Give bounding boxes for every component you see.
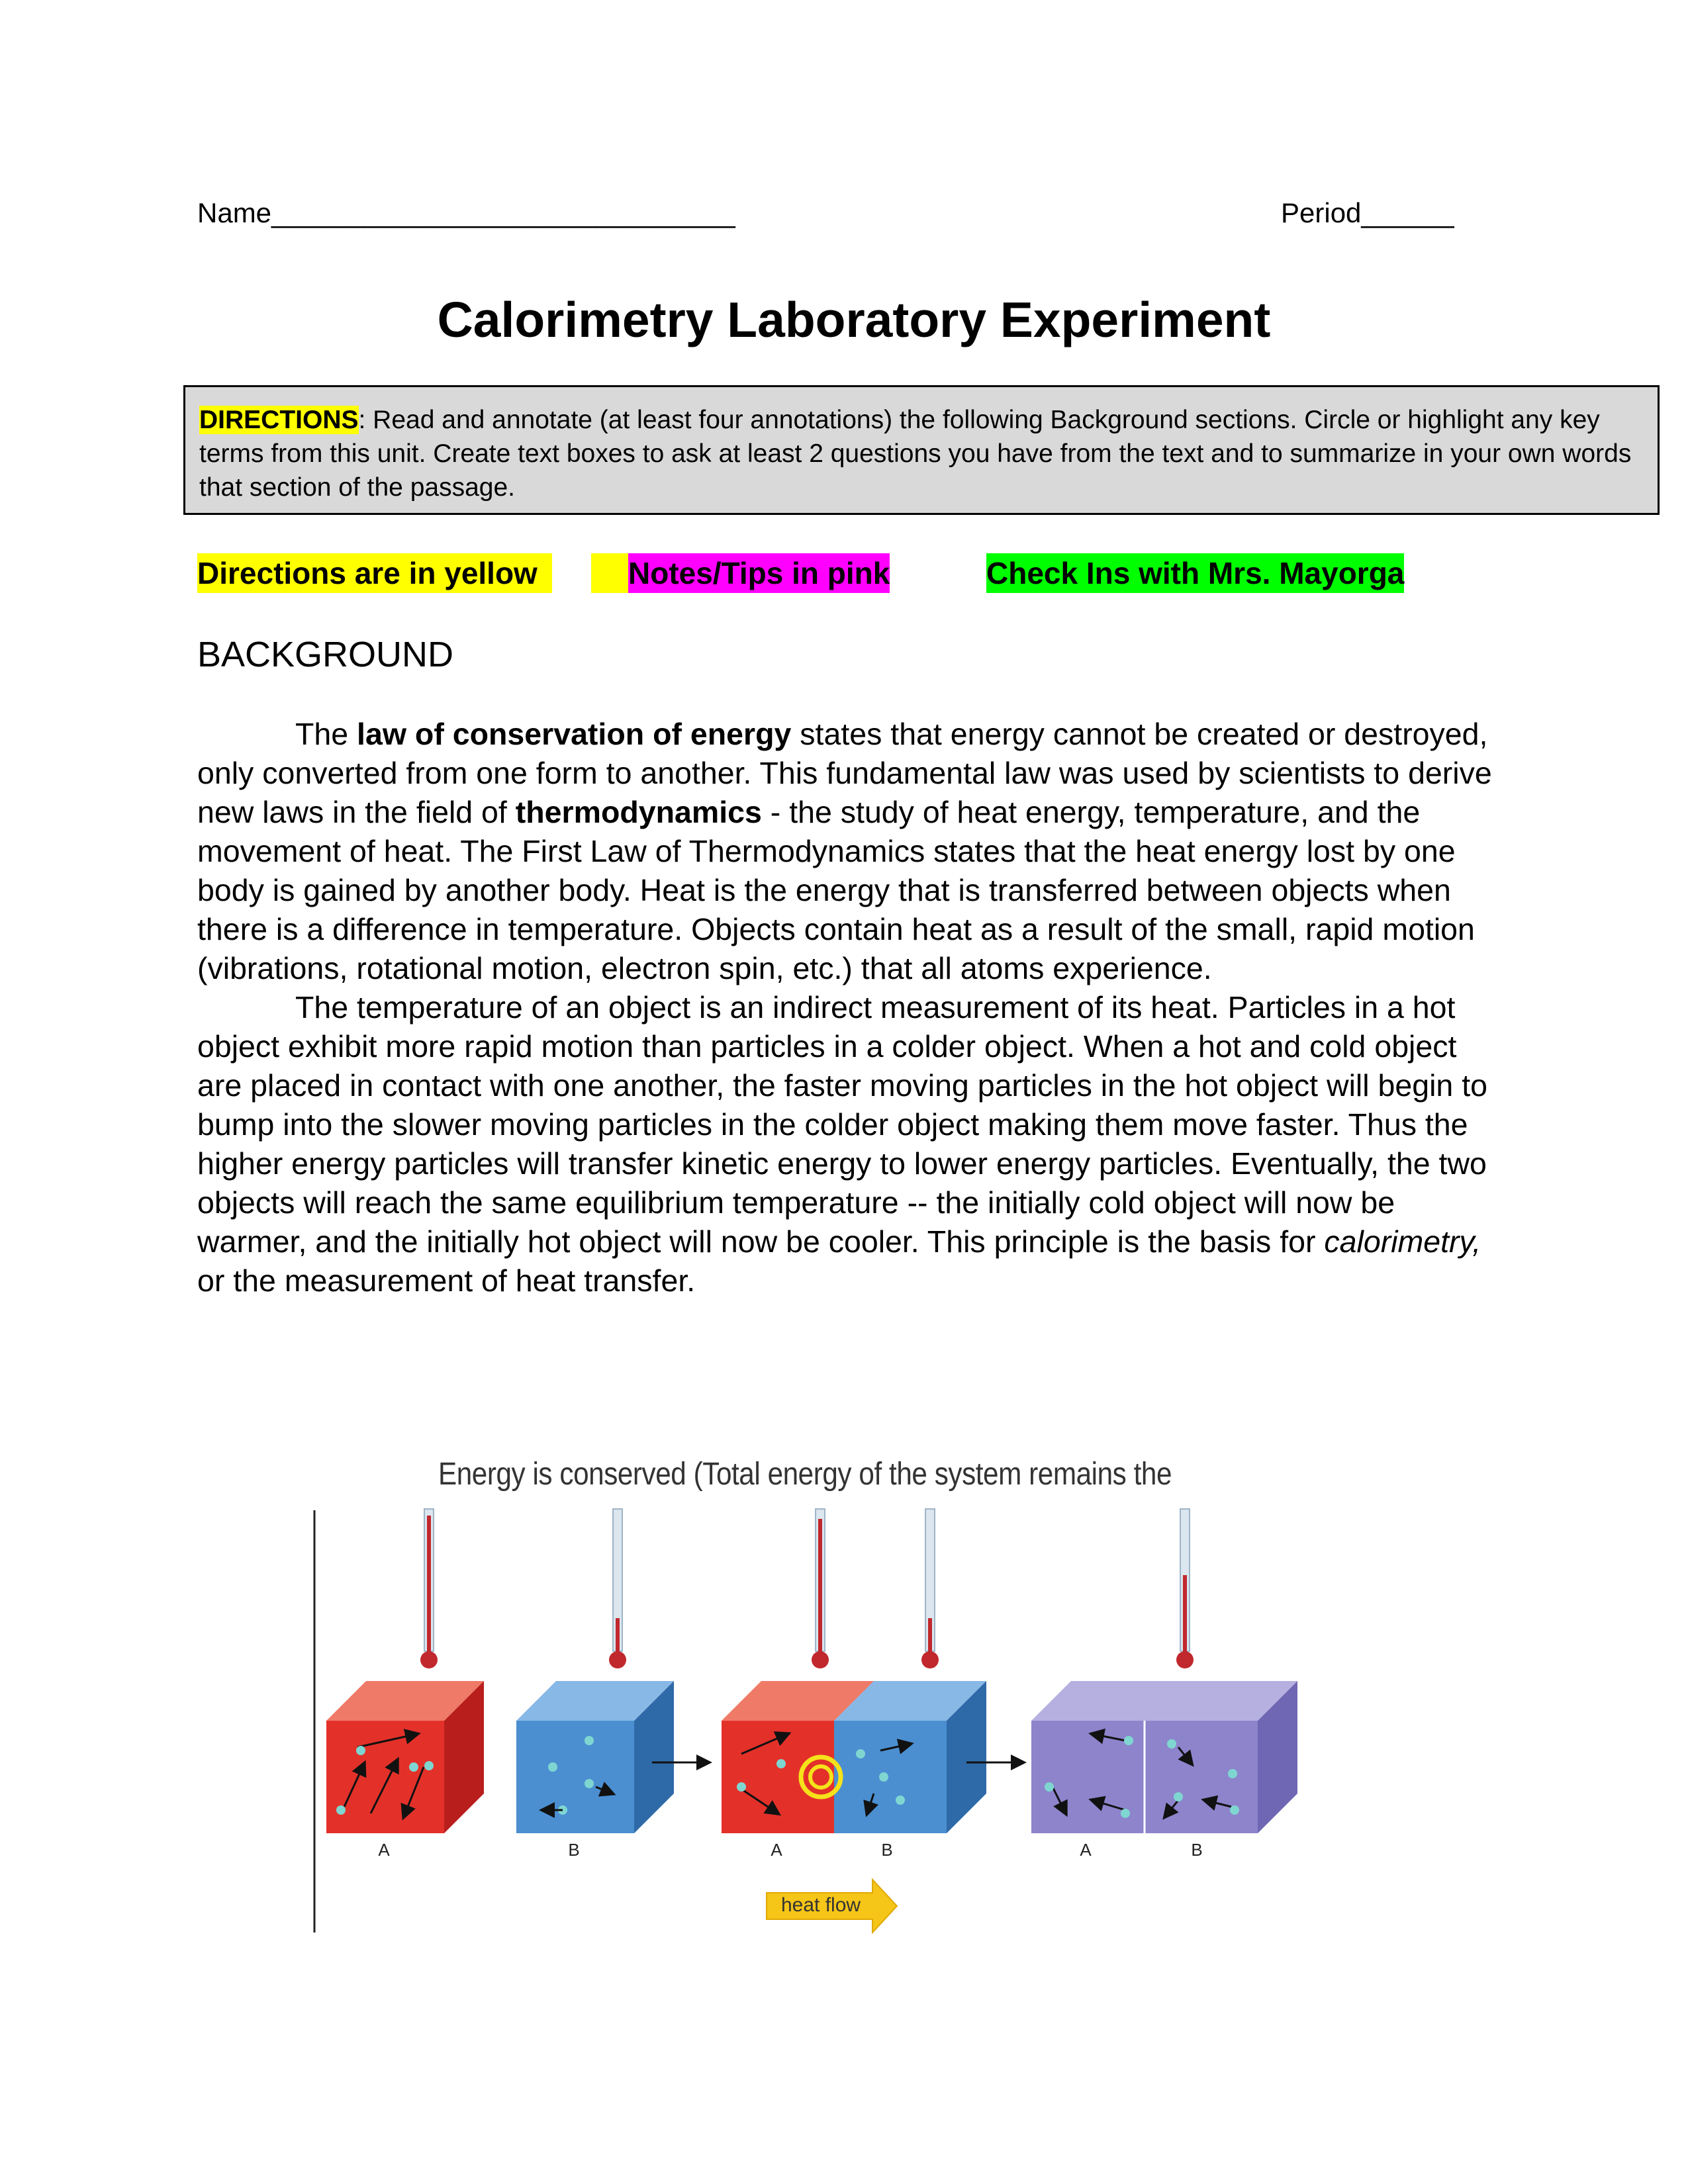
legend-checkins-green: Check Ins with Mrs. Mayorga (986, 553, 1404, 593)
heat-flow-label: heat flow (781, 1894, 861, 1916)
text-run: The temperature of an object is an indirect measurement of its heat. Particles in a hot object exhibit more rapid motion than particles in a colder object. When a hot and cold object are placed in contact with one another, the faster moving particles in the hot object will begin to bump into the slower moving particles in the colder object making them move faster. Thus the higher energy particles will transfer kinetic energy to lower energy particles. Eventually, the two objects will reach the same equilibrium temperature -- the initially cold object will now be warmer, and the initially hot object will now be cooler. This principle is the basis for (197, 990, 1487, 1259)
background-heading: BACKGROUND (197, 635, 454, 674)
thermometer-icon (1176, 1509, 1194, 1668)
cube-label: B (1191, 1840, 1203, 1860)
contact-cubes-ab (722, 1681, 986, 1833)
legend-notes-pink: Notes/Tips in pink (628, 553, 890, 593)
figure-title: Energy is conserved (Total energy of the system remains the (438, 1457, 1172, 1492)
cube-label: B (881, 1840, 893, 1860)
text-run: - the study of heat energy, temperature, and the movement of heat. The First Law of Thermodynamics states that the heat energy lost by one body is gained by another body. Heat is the energy that is transferred between objects when there is a difference in temperature. Objects contain heat as a result of the small, rapid motion (vibrations, rotational motion, electron spin, etc.) that all atoms experience. (197, 795, 1475, 985)
key-term-calorimetry: calorimetry, (1324, 1224, 1481, 1259)
text-run: or the measurement of heat transfer. (197, 1263, 696, 1298)
equilibrium-cubes-ab (1031, 1681, 1297, 1833)
cold-cube-b (516, 1681, 674, 1833)
thermometer-icon (420, 1509, 438, 1668)
cube-label: A (1080, 1840, 1092, 1860)
cube-label: A (771, 1840, 782, 1860)
legend-directions-yellow: Directions are in yellow (197, 553, 552, 593)
thermometer-icon (921, 1509, 939, 1668)
period-field-label: Period______ (1281, 197, 1454, 228)
hot-cube-a (326, 1681, 484, 1833)
directions-text: : Read and annotate (at least four annotations) the following Background sections. Circle or highlight any key terms from this unit. Create text boxes to ask at least 2 questions you have from the text and to summarize in your own words that section of the passage. (199, 406, 1632, 502)
thermometer-icon (609, 1509, 626, 1668)
page-title: Calorimetry Laboratory Experiment (437, 292, 1271, 347)
text-run: The (295, 717, 357, 751)
key-term-conservation-of-energy: law of conservation of energy (357, 717, 792, 751)
cube-label: A (378, 1840, 390, 1860)
directions-label: DIRECTIONS (199, 406, 359, 434)
cube-label: B (568, 1840, 580, 1860)
name-field-label: Name______________________________ (197, 197, 735, 228)
key-term-thermodynamics: thermodynamics (515, 795, 762, 829)
text-run: states that energy cannot be created or destroyed, only converted from one form to another. This fundamental law was used by scientists to derive new laws in the field of (197, 717, 1492, 829)
thermometer-icon (812, 1509, 829, 1668)
